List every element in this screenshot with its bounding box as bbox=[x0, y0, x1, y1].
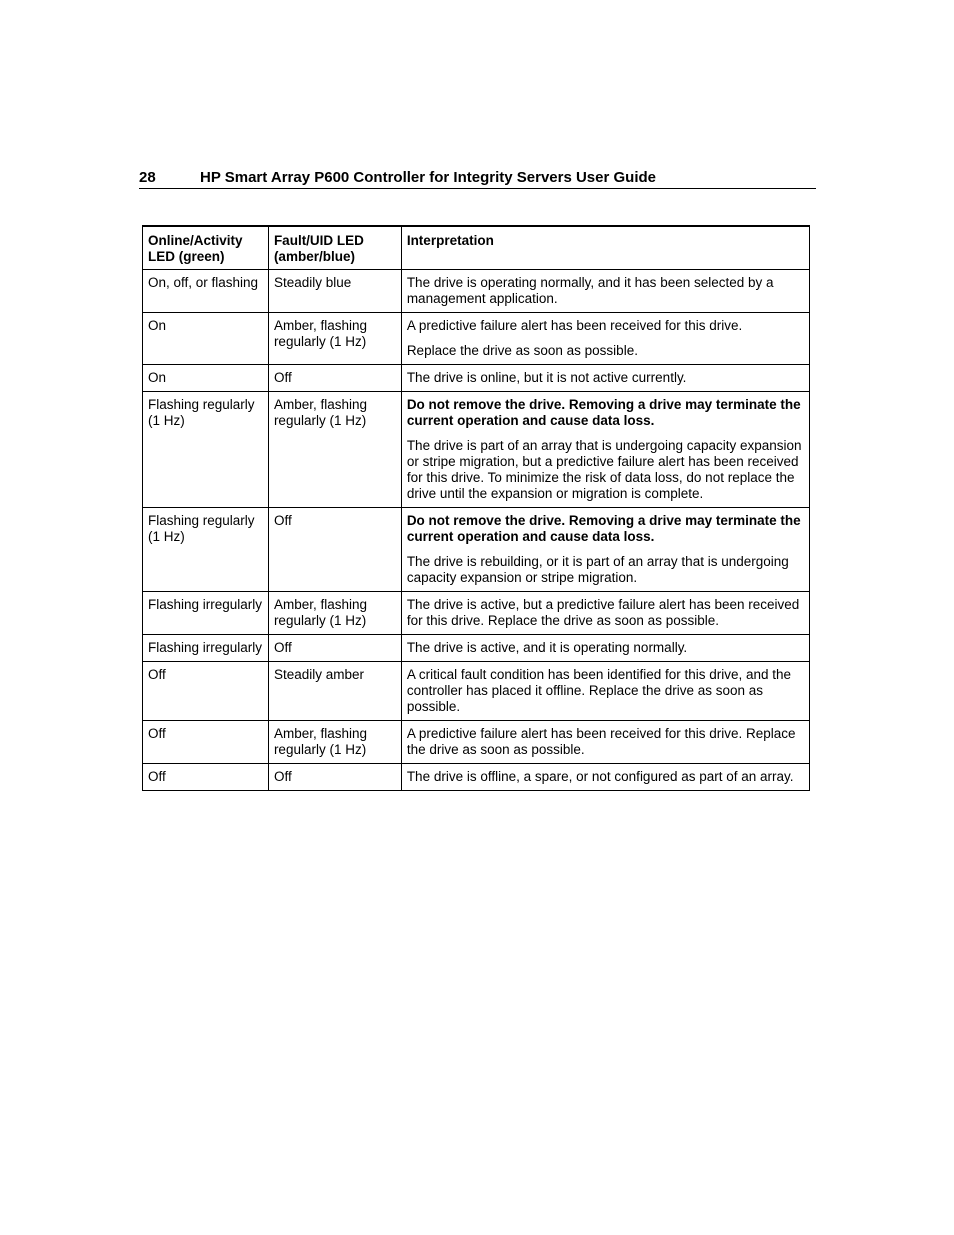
fault-uid-led-cell: Off bbox=[268, 365, 401, 392]
table-row bbox=[143, 721, 810, 764]
interpretation-paragraph: The drive is operating normally, and it has been selected by a management application. bbox=[406, 275, 774, 306]
fault-uid-led-cell: Steadily blue bbox=[268, 270, 401, 313]
table-row bbox=[143, 662, 810, 721]
online-activity-led-cell: Flashing irregularly bbox=[143, 592, 269, 635]
interpretation-paragraph: A critical fault condition has been identified for this drive, and the controller has placed it offline. Replace the drive as soon as possible. bbox=[406, 667, 792, 714]
online-activity-led-cell: On bbox=[143, 365, 269, 392]
fault-uid-led-cell: Steadily amber bbox=[268, 662, 401, 721]
table-row bbox=[143, 365, 810, 392]
page-number: 28 bbox=[139, 169, 156, 186]
interpretation-paragraph: The drive is part of an array that is undergoing capacity expansion or stripe migration, but a predictive failure alert has been received for this drive. To minimize the risk of data loss, do not replace the drive until the expansion or migration is complete. bbox=[406, 438, 802, 501]
interpretation-cell bbox=[401, 662, 809, 721]
interpretation-cell bbox=[401, 508, 809, 592]
table-row bbox=[143, 270, 810, 313]
fault-uid-led-cell: Amber, flashing regularly (1 Hz) bbox=[268, 721, 401, 764]
data-loss-warning: Do not remove the drive. Removing a drive may terminate the current operation and cause data loss. bbox=[406, 513, 801, 544]
fault-uid-led-cell: Amber, flashing regularly (1 Hz) bbox=[268, 313, 401, 365]
online-activity-led-cell: Off bbox=[143, 764, 269, 791]
interpretation-paragraph: Replace the drive as soon as possible. bbox=[406, 343, 638, 358]
led-interpretation-table bbox=[142, 225, 810, 791]
online-activity-led-cell: Flashing regularly (1 Hz) bbox=[143, 508, 269, 592]
fault-uid-led-cell: Off bbox=[268, 508, 401, 592]
table-body bbox=[143, 270, 810, 791]
fault-uid-led-cell: Amber, flashing regularly (1 Hz) bbox=[268, 592, 401, 635]
interpretation-paragraph: The drive is offline, a spare, or not configured as part of an array. bbox=[406, 769, 794, 784]
online-activity-led-cell: On bbox=[143, 313, 269, 365]
column-header-online-activity-led: Online/Activity LED (green) bbox=[143, 226, 269, 270]
interpretation-cell bbox=[401, 721, 809, 764]
online-activity-led-cell: Off bbox=[143, 662, 269, 721]
table-row bbox=[143, 764, 810, 791]
column-header-fault-uid-led: Fault/UID LED (amber/blue) bbox=[268, 226, 401, 270]
online-activity-led-cell: Flashing regularly (1 Hz) bbox=[143, 392, 269, 508]
table-row bbox=[143, 508, 810, 592]
fault-uid-led-cell: Amber, flashing regularly (1 Hz) bbox=[268, 392, 401, 508]
table-row bbox=[143, 635, 810, 662]
interpretation-paragraph: A predictive failure alert has been received for this drive. Replace the drive as soon as possible. bbox=[406, 726, 796, 757]
interpretation-paragraph: A predictive failure alert has been received for this drive. bbox=[406, 318, 743, 333]
interpretation-cell bbox=[401, 592, 809, 635]
table-row bbox=[143, 313, 810, 365]
interpretation-cell bbox=[401, 635, 809, 662]
interpretation-cell bbox=[401, 270, 809, 313]
interpretation-paragraph: The drive is active, and it is operating normally. bbox=[406, 640, 688, 655]
interpretation-cell bbox=[401, 365, 809, 392]
online-activity-led-cell: On, off, or flashing bbox=[143, 270, 269, 313]
fault-uid-led-cell: Off bbox=[268, 635, 401, 662]
online-activity-led-cell: Flashing irregularly bbox=[143, 635, 269, 662]
online-activity-led-cell: Off bbox=[143, 721, 269, 764]
interpretation-paragraph: The drive is active, but a predictive failure alert has been received for this drive. Replace the drive as soon as possible. bbox=[406, 597, 800, 628]
interpretation-paragraph: The drive is rebuilding, or it is part of an array that is undergoing capacity expansion or stripe migration. bbox=[406, 554, 789, 585]
document-title: HP Smart Array P600 Controller for Integrity Servers User Guide bbox=[200, 169, 656, 186]
interpretation-paragraph: The drive is online, but it is not active currently. bbox=[406, 370, 687, 385]
interpretation-cell bbox=[401, 392, 809, 508]
data-loss-warning: Do not remove the drive. Removing a drive may terminate the current operation and cause data loss. bbox=[406, 397, 801, 428]
table-row bbox=[143, 392, 810, 508]
interpretation-cell bbox=[401, 313, 809, 365]
table-row bbox=[143, 592, 810, 635]
fault-uid-led-cell: Off bbox=[268, 764, 401, 791]
page-header bbox=[139, 168, 816, 189]
column-header-interpretation: Interpretation bbox=[401, 226, 809, 270]
interpretation-cell bbox=[401, 764, 809, 791]
table-header-row bbox=[143, 226, 810, 270]
